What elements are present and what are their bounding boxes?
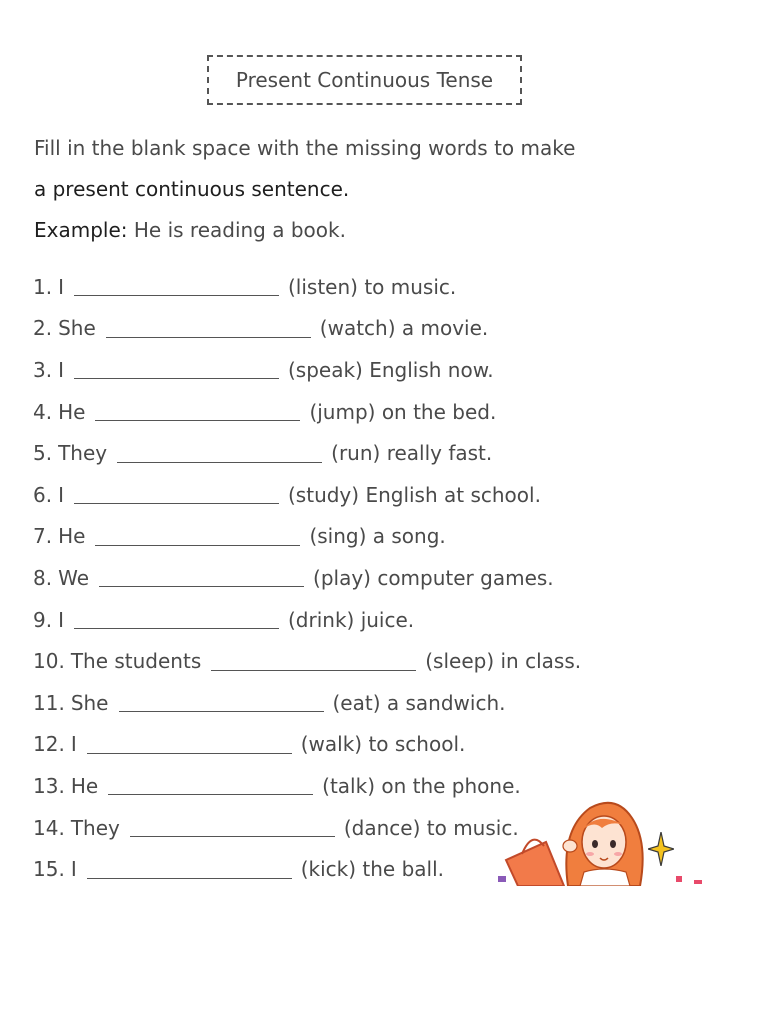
item-rest: the ball.: [362, 857, 445, 882]
answer-blank[interactable]: [211, 656, 416, 671]
item-verb: (kick): [300, 857, 357, 882]
item-subject: I: [58, 274, 64, 299]
item-verb: (drink): [288, 607, 355, 632]
item-number: 8.: [33, 565, 53, 590]
item-number: 2.: [33, 316, 53, 341]
item-number: 15.: [33, 857, 65, 882]
item-subject: I: [58, 607, 64, 632]
item-rest: a movie.: [401, 316, 489, 341]
exercise-item: [33, 516, 653, 558]
item-verb: (sing): [309, 524, 367, 549]
item-number: 5.: [33, 441, 53, 466]
item-subject: I: [70, 732, 77, 757]
item-number: 13.: [33, 773, 65, 798]
answer-blank[interactable]: [87, 864, 292, 879]
item-rest: on the bed.: [381, 399, 497, 424]
item-verb: (walk): [300, 732, 363, 757]
girl-shopping-illustration: [498, 790, 710, 886]
item-subject: I: [70, 857, 77, 882]
item-verb: (play): [313, 565, 371, 590]
item-rest: computer games.: [377, 565, 554, 590]
item-rest: a sandwich.: [386, 690, 506, 715]
item-rest: on the phone.: [381, 773, 521, 798]
worksheet-title: Present Continuous Tense: [207, 55, 522, 105]
item-subject: She: [58, 316, 96, 341]
item-verb: (listen): [288, 274, 358, 299]
item-number: 7.: [33, 524, 53, 549]
item-subject: I: [58, 357, 64, 382]
item-rest: in class.: [500, 649, 582, 674]
answer-blank[interactable]: [74, 614, 279, 629]
answer-blank[interactable]: [130, 822, 335, 837]
answer-blank[interactable]: [74, 489, 279, 504]
item-number: 11.: [33, 690, 65, 715]
item-rest: to music.: [364, 274, 457, 299]
item-subject: He: [58, 399, 86, 424]
exercise-item: [33, 474, 653, 516]
answer-blank[interactable]: [95, 406, 300, 421]
answer-blank[interactable]: [106, 323, 311, 338]
item-verb: (study): [288, 482, 360, 507]
item-subject: I: [58, 482, 64, 507]
item-subject: The students: [70, 649, 202, 674]
example-line: [34, 218, 346, 242]
exercise-item: [33, 391, 653, 433]
item-rest: juice.: [360, 607, 415, 632]
item-number: 14.: [33, 815, 65, 840]
item-number: 12.: [33, 732, 65, 757]
item-verb: (watch): [319, 316, 396, 341]
item-rest: English now.: [369, 357, 494, 382]
item-subject: They: [70, 815, 120, 840]
item-verb: (run): [331, 441, 381, 466]
instruction-line-1: Fill in the blank space with the missing words to make: [34, 136, 576, 160]
exercise-item: [33, 349, 653, 391]
answer-blank[interactable]: [117, 448, 322, 463]
exercise-item: [33, 640, 653, 682]
answer-blank[interactable]: [108, 780, 313, 795]
item-number: 6.: [33, 482, 53, 507]
exercise-item: [33, 557, 653, 599]
example-text: He is reading a book.: [133, 218, 346, 242]
item-subject: We: [58, 565, 90, 590]
item-verb: (speak): [288, 357, 363, 382]
answer-blank[interactable]: [74, 364, 279, 379]
item-rest: really fast.: [386, 441, 493, 466]
sparkle-icon: [648, 832, 674, 866]
item-verb: (eat): [332, 690, 381, 715]
item-number: 3.: [33, 357, 53, 382]
item-number: 10.: [33, 649, 65, 674]
item-verb: (dance): [343, 815, 421, 840]
example-label: Example:: [34, 218, 128, 242]
item-verb: (talk): [322, 773, 375, 798]
item-rest: to school.: [368, 732, 466, 757]
item-subject: She: [70, 690, 109, 715]
item-verb: (sleep): [425, 649, 495, 674]
answer-blank[interactable]: [95, 531, 300, 546]
answer-blank[interactable]: [119, 697, 324, 712]
item-rest: a song.: [372, 524, 446, 549]
answer-blank[interactable]: [99, 572, 304, 587]
item-subject: He: [70, 773, 99, 798]
item-number: 4.: [33, 399, 53, 424]
exercise-item: [33, 308, 653, 350]
item-number: 9.: [33, 607, 53, 632]
item-number: 1.: [33, 274, 53, 299]
item-rest: to music.: [426, 815, 519, 840]
item-subject: They: [58, 441, 108, 466]
exercise-item: [33, 432, 653, 474]
answer-blank[interactable]: [87, 739, 292, 754]
answer-blank[interactable]: [74, 281, 279, 296]
item-verb: (jump): [309, 399, 376, 424]
shopping-bag-icon: [506, 842, 564, 886]
item-subject: He: [58, 524, 86, 549]
exercise-item: [33, 682, 653, 724]
exercise-item: [33, 599, 653, 641]
exercise-item: [33, 266, 653, 308]
instruction-line-2: a present continuous sentence.: [34, 177, 350, 201]
item-rest: English at school.: [365, 482, 541, 507]
exercise-item: [33, 724, 653, 766]
